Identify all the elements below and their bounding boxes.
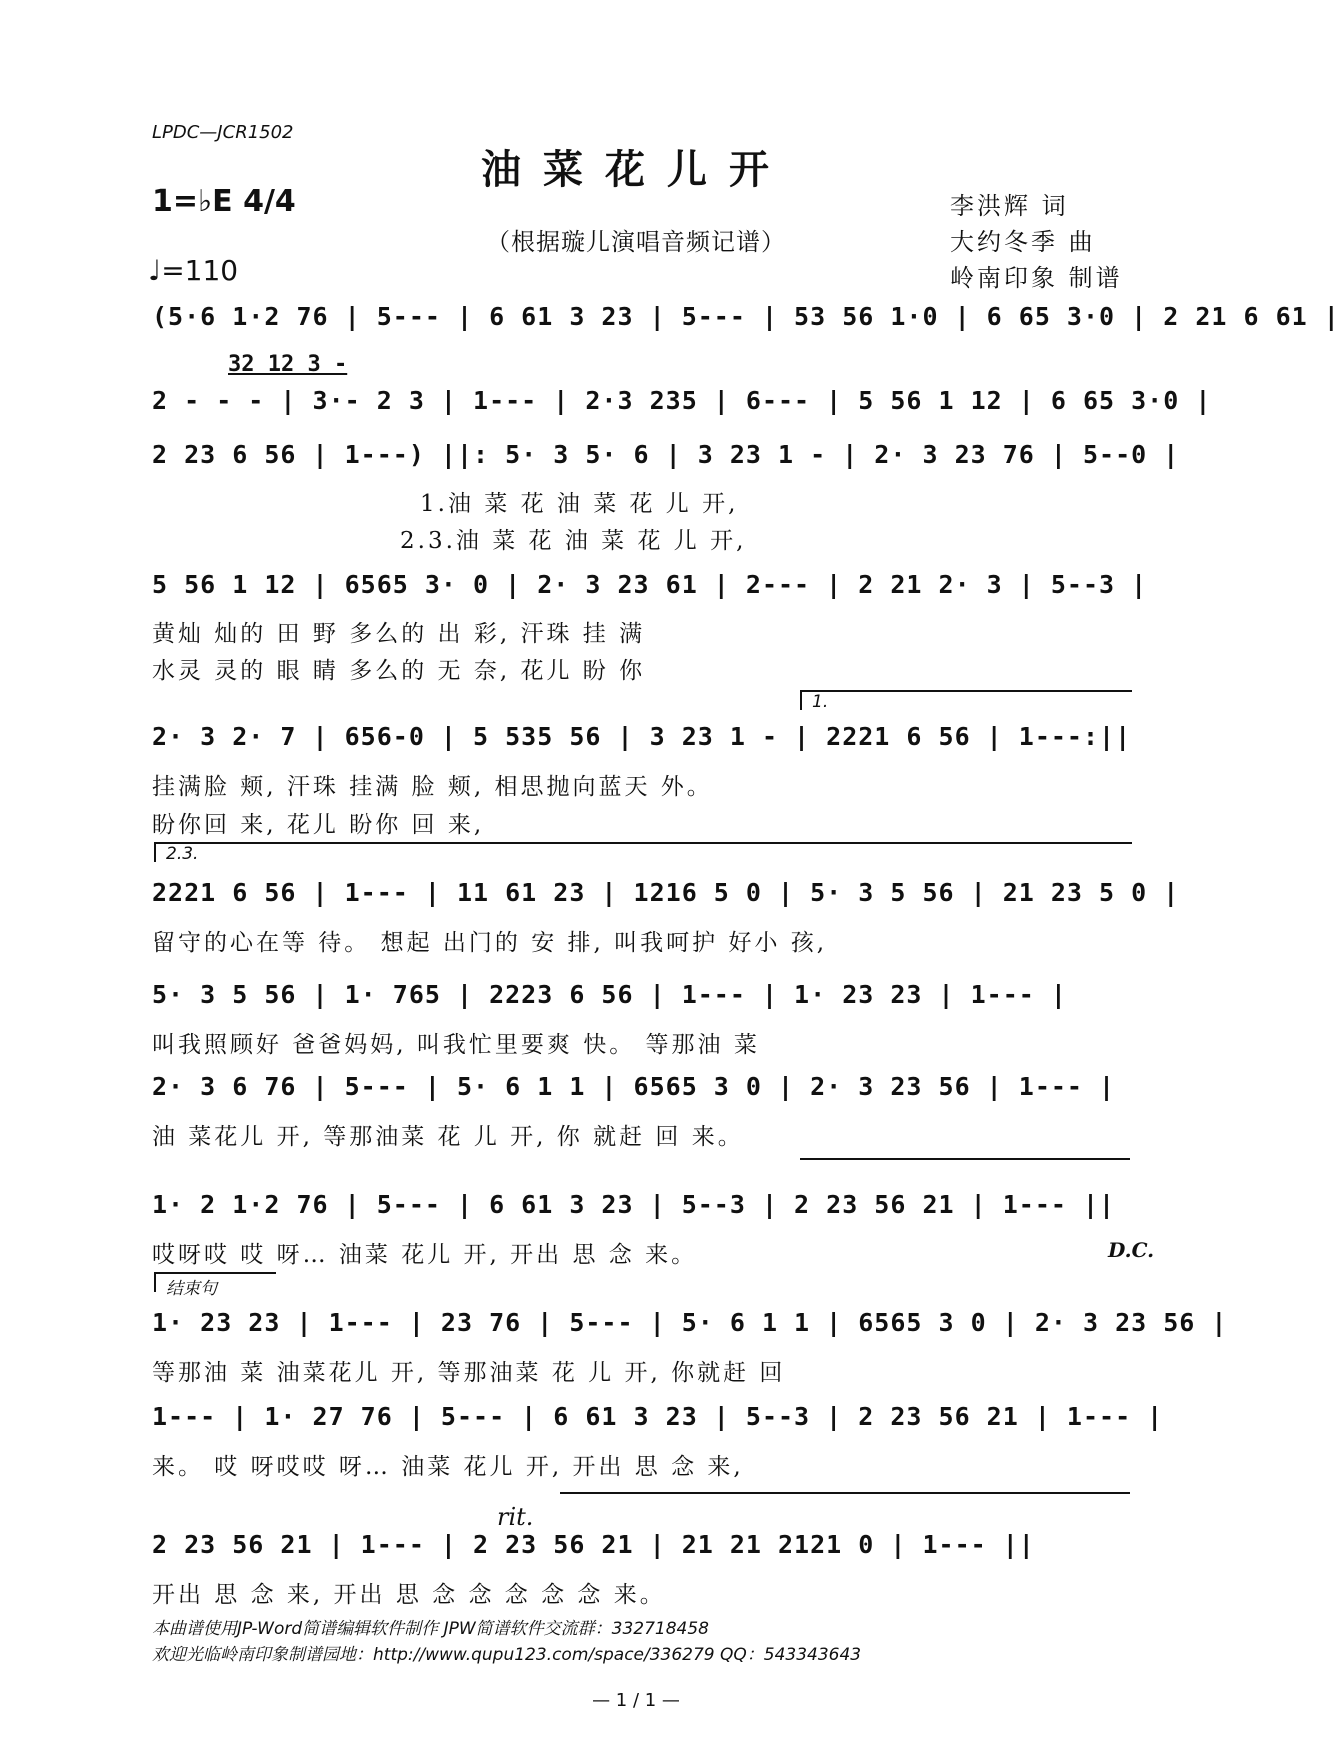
footer-line-1: 本曲谱使用JP-Word简谱编辑软件制作 JPW简谱软件交流群：332718458 (152, 1619, 709, 1639)
lyric-row-12: 开出 思 念 来, 开出 思 念 念 念 念 念 来。 (152, 1582, 666, 1608)
staff-row-1: (5·6 1·2 76 | 5--- | 6 61 3 23 | 5--- | 53 56 1·0 | 6 65 3·0 | 2 21 6 61 | (152, 302, 1340, 331)
ending-rule (560, 1492, 1130, 1494)
lyric-row-10: 等那油 菜 油菜花儿 开, 等那油菜 花 儿 开, 你就赶 回 (152, 1360, 786, 1386)
section-rule (800, 1158, 1130, 1160)
dc-mark: D.C. (1108, 1238, 1155, 1262)
arranger: 岭南印象 制谱 (950, 264, 1123, 292)
lyric-row-5b: 盼你回 来, 花儿 盼你 回 来, (152, 812, 485, 838)
volta-1: 1. (800, 690, 1132, 710)
lyric-row-3b: 2.3.油 菜 花 油 菜 花 儿 开, (400, 528, 747, 554)
staff-row-12: 2 23 56 21 | 1--- | 2 23 56 21 | 21 21 2121 0 | 1--- || (152, 1530, 1035, 1559)
lyric-row-5a: 挂满脸 颊, 汗珠 挂满 脸 颊, 相思抛向蓝天 外。 (152, 774, 713, 800)
lyric-row-11: 来。 哎 呀哎哎 呀… 油菜 花儿 开, 开出 思 念 来, (152, 1454, 744, 1480)
staff-row-4: 5 56 1 12 | 6565 3· 0 | 2· 3 23 61 | 2--- | 2 21 2· 3 | 5--3 | (152, 570, 1148, 599)
lyric-row-4b: 水灵 灵的 眼 睛 多么的 无 奈, 花儿 盼 你 (152, 658, 646, 684)
key-signature: 1=♭E 4/4 (152, 184, 296, 219)
page-number: — 1 / 1 — (592, 1690, 680, 1711)
staff-row-10: 1· 23 23 | 1--- | 23 76 | 5--- | 5· 6 1 1 | 6565 3 0 | 2· 3 23 56 | (152, 1308, 1228, 1337)
lyric-row-4a: 黄灿 灿的 田 野 多么的 出 彩, 汗珠 挂 满 (152, 621, 646, 647)
credits (950, 188, 1123, 296)
rit-mark: rit. (497, 1503, 534, 1531)
tempo-marking: ♩=110 (148, 254, 239, 287)
staff-row-3: 2 23 6 56 | 1---) ||: 5· 3 5· 6 | 3 23 1 - | 2· 3 23 76 | 5--0 | (152, 440, 1180, 469)
staff-row-9: 1· 2 1·2 76 | 5--- | 6 61 3 23 | 5--3 | 2 23 56 21 | 1--- || (152, 1190, 1116, 1219)
lyric-row-6: 留守的心在等 待。 想起 出门的 安 排, 叫我呵护 好小 孩, (152, 930, 828, 956)
staff-row-7: 5· 3 5 56 | 1· 765 | 2223 6 56 | 1--- | 1· 23 23 | 1--- | (152, 980, 1067, 1009)
staff-row-2: 2 - - - | 3·- 2 3 | 1--- | 2·3 235 | 6--- | 5 56 1 12 | 6 65 3·0 | (152, 386, 1212, 415)
score-code: LPDC—JCR1502 (152, 122, 294, 143)
staff-row-11: 1--- | 1· 27 76 | 5--- | 6 61 3 23 | 5--3 | 2 23 56 21 | 1--- | (152, 1402, 1164, 1431)
lyric-row-3a: 1.油 菜 花 油 菜 花 儿 开, (420, 491, 739, 517)
lyric-row-8: 油 菜花儿 开, 等那油菜 花 儿 开, 你 就赶 回 来。 (152, 1124, 744, 1150)
staff-row-6: 2221 6 56 | 1--- | 11 61 23 | 1216 5 0 | 5· 3 5 56 | 21 23 5 0 | (152, 878, 1180, 907)
composer: 大约冬季 曲 (950, 228, 1096, 256)
staff-row-5: 2· 3 2· 7 | 656-0 | 5 535 56 | 3 23 1 - | 2221 6 56 | 1---:|| (152, 722, 1132, 751)
volta-2-3: 2.3. (154, 842, 1132, 862)
subtitle: （根据璇儿演唱音频记谱） (486, 228, 786, 256)
lyricist: 李洪辉 词 (950, 192, 1069, 220)
staff-row-8: 2· 3 6 76 | 5--- | 5· 6 1 1 | 6565 3 0 | 2· 3 23 56 | 1--- | (152, 1072, 1116, 1101)
page-title: 油菜花儿开 (481, 146, 791, 193)
footer-line-2: 欢迎光临岭南印象制谱园地：http://www.qupu123.com/space/336279 QQ：543343643 (152, 1645, 862, 1665)
staff-row-2-upper: 32 12 3 - (228, 352, 348, 377)
lyric-row-9: 哎呀哎 哎 呀… 油菜 花儿 开, 开出 思 念 来。 (152, 1242, 698, 1268)
coda-bracket: 结束句 (154, 1272, 276, 1292)
lyric-row-7: 叫我照顾好 爸爸妈妈, 叫我忙里要爽 快。 等那油 菜 (152, 1032, 760, 1058)
